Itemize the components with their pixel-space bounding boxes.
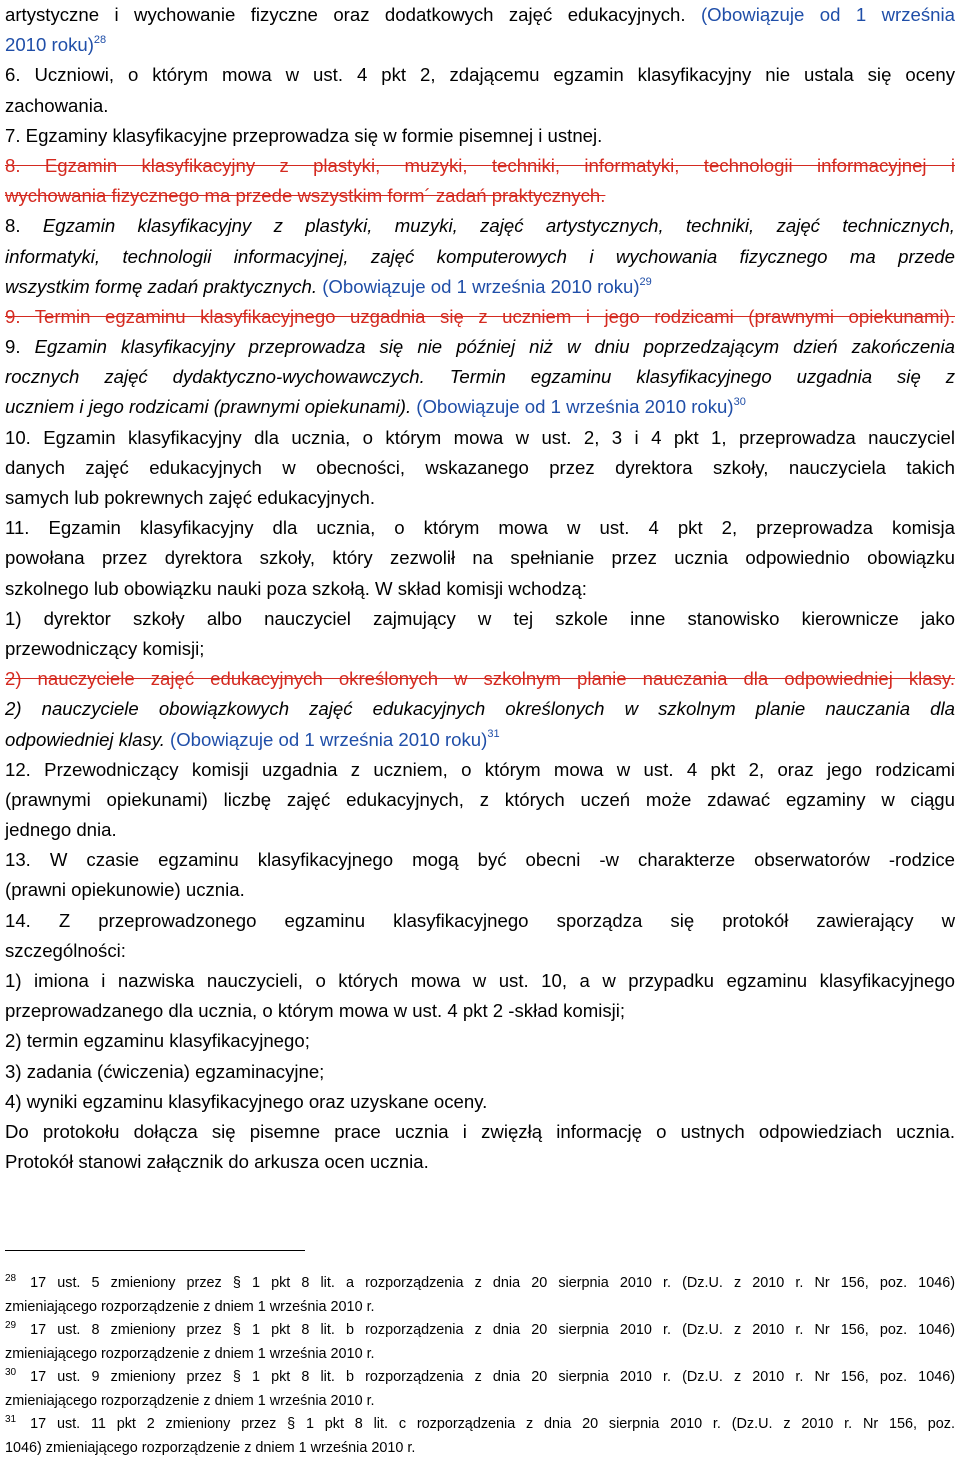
paragraph-text: samych lub pokrewnych zajęć edukacyjnych. — [5, 487, 375, 508]
paragraph-text: 4) wyniki egzaminu klasyfikacyjnego oraz uzyskane oceny. — [5, 1090, 488, 1112]
footnote-number: 29 — [5, 1320, 17, 1332]
paragraph-text: Protokół stanowi załącznik do arkusza ocen ucznia. — [5, 1151, 429, 1173]
effective-date-note: (Obowiązuje od 1 września — [700, 4, 955, 25]
paragraph-text: 13. W czasie egzaminu klasyfikacyjnego mogą być obecni -w charakterze obserwatorów -rodzice — [5, 849, 955, 871]
paragraph-text: szkolnego lub obowiązku nauki poza szkołą. W skład komisji wchodzą: — [5, 577, 587, 599]
paragraph-text: 8. — [5, 215, 43, 237]
amended-text: Egzamin klasyfikacyjny z plastyki, muzyki, zajęć artystycznych, techniki, zajęć technicznych, — [42, 215, 955, 237]
paragraph-text: (prawni opiekunowie) ucznia. — [5, 879, 245, 901]
paragraph-text: przewodniczący komisji; — [5, 637, 205, 659]
footnote-line — [5, 1343, 955, 1367]
footnote-ref[interactable]: 30 — [733, 396, 746, 409]
text-line — [5, 483, 955, 513]
text-line — [5, 664, 955, 694]
amended-text: informatyki, technologii informacyjnej, zajęć komputerowych i wychowania fizycznego ma przede — [5, 245, 955, 267]
text-line — [5, 634, 955, 664]
paragraph-text: 2) termin egzaminu klasyfikacyjnego; — [5, 1030, 310, 1052]
text-line — [5, 332, 955, 362]
text-line — [5, 0, 955, 30]
amended-text: wszystkim formę zadań praktycznych. — [5, 275, 323, 297]
footnote-number: 30 — [5, 1367, 17, 1379]
paragraph-text: 11. Egzamin klasyfikacyjny dla ucznia, o którym mowa w ust. 4 pkt 2, przeprowadza komisja — [5, 517, 955, 539]
footnote-text: zmieniającego rozporządzenie z dniem 1 września 2010 r. — [5, 1345, 375, 1362]
footnote-ref[interactable]: 31 — [487, 728, 500, 741]
document-body — [5, 0, 955, 1177]
text-line — [5, 302, 955, 332]
text-line — [5, 906, 955, 936]
text-line — [5, 242, 955, 272]
text-line — [5, 181, 955, 211]
paragraph-text: powołana przez dyrektora szkoły, który zezwolił na spełnianie przez ucznia odpowiednio obowiązku — [5, 547, 955, 569]
paragraph-text: szczególności: — [5, 939, 126, 961]
effective-date-note: 2010 roku) — [5, 34, 94, 56]
paragraph-text: 1) dyrektor szkoły albo nauczyciel zajmujący w tej szkole inne stanowisko kierownicze jako — [5, 607, 955, 629]
text-line — [5, 1026, 955, 1056]
text-line — [5, 453, 955, 483]
text-line — [5, 785, 955, 815]
paragraph-text: jednego dnia. — [5, 819, 117, 841]
text-line — [5, 1087, 955, 1117]
text-line — [5, 815, 955, 845]
amended-text: 2) nauczyciele obowiązkowych zajęć edukacyjnych określonych w szkolnym planie nauczania dla — [5, 698, 955, 720]
text-line — [5, 543, 955, 573]
text-line — [5, 211, 955, 241]
footnote-ref[interactable]: 29 — [639, 275, 652, 288]
footnote-text: 17 ust. 11 pkt 2 zmieniony przez § 1 pkt 8 lit. c rozporządzenia z dnia 20 sierpnia 2010 r. (Dz.U. z 2010 r. Nr 156, poz. — [30, 1416, 955, 1432]
text-line — [5, 30, 955, 60]
text-line — [5, 513, 955, 543]
footnote-line — [5, 1390, 955, 1414]
text-line — [5, 423, 955, 453]
effective-date-note: (Obowiązuje od 1 września 2010 roku) — [416, 396, 734, 418]
footnote-text: 17 ust. 8 zmieniony przez § 1 pkt 8 lit. b rozporządzenia z dnia 20 sierpnia 2010 r. (Dz.U. z 2010 r. Nr 156, poz. 1046) — [30, 1322, 955, 1338]
paragraph-text: 3) zadania (ćwiczenia) egzaminacyjne; — [5, 1060, 325, 1082]
paragraph-text: 7. Egzaminy klasyfikacyjne przeprowadza się w formie pisemnej i ustnej. — [5, 124, 603, 146]
text-line — [5, 574, 955, 604]
text-line — [5, 694, 955, 724]
repealed-text: 8. Egzamin klasyfikacyjny z plastyki, muzyki, techniki, informatyki, technologii informacyjnej i — [5, 154, 955, 176]
amended-text: rocznych zajęć dydaktyczno-wychowawczych. Termin egzaminu klasyfikacyjnego uzgadnia się z — [5, 366, 955, 388]
text-line — [5, 1057, 955, 1087]
paragraph-text: Do protokołu dołącza się pisemne prace ucznia i zwięzłą informację o ustnych odpowiedziach ucznia. — [5, 1120, 955, 1142]
text-line — [5, 966, 955, 996]
text-line — [5, 996, 955, 1026]
footnotes-section — [5, 1250, 955, 1460]
paragraph-text: 9. — [5, 336, 35, 358]
paragraph-text: przeprowadzanego dla ucznia, o którym mowa w ust. 4 pkt 2 -skład komisji; — [5, 1000, 626, 1022]
footnote-list — [5, 1272, 955, 1460]
paragraph-text: 10. Egzamin klasyfikacyjny dla ucznia, o którym mowa w ust. 2, 3 i 4 pkt 1, przeprowadza nauczyciel — [5, 426, 955, 448]
footnote-text: 17 ust. 5 zmieniony przez § 1 pkt 8 lit. a rozporządzenia z dnia 20 sierpnia 2010 r. (Dz.U. z 2010 r. Nr 156, poz. 1046) — [30, 1275, 955, 1291]
footnote-line — [5, 1437, 955, 1461]
footnote-text: zmieniającego rozporządzenie z dniem 1 września 2010 r. — [5, 1392, 375, 1409]
footnote-text: zmieniającego rozporządzenie z dniem 1 września 2010 r. — [5, 1298, 375, 1315]
paragraph-text: 6. Uczniowi, o którym mowa w ust. 4 pkt 2, zdającemu egzamin klasyfikacyjny nie ustala się oceny — [5, 64, 955, 86]
footnote-separator — [5, 1250, 305, 1252]
footnote-text: 1046) zmieniającego rozporządzenie z dniem 1 września 2010 r. — [5, 1439, 416, 1456]
text-line — [5, 272, 955, 302]
repealed-text: wychowania fizycznego ma przede wszystkim form´ zadań praktycznych. — [5, 185, 606, 207]
footnote-text: 17 ust. 9 zmieniony przez § 1 pkt 8 lit. b rozporządzenia z dnia 20 sierpnia 2010 r. (Dz.U. z 2010 r. Nr 156, poz. 1046) — [30, 1369, 955, 1385]
paragraph-text: artystyczne i wychowanie fizyczne oraz dodatkowych zajęć edukacyjnych. — [5, 4, 701, 25]
text-line — [5, 1117, 955, 1147]
text-line — [5, 392, 955, 422]
footnote-ref[interactable]: 28 — [93, 34, 107, 46]
footnote-number: 28 — [5, 1273, 17, 1285]
text-line — [5, 755, 955, 785]
paragraph-text: 12. Przewodniczący komisji uzgadnia z uczniem, o którym mowa w ust. 4 pkt 2, oraz jego rodzicami — [5, 758, 955, 780]
text-line — [5, 362, 955, 392]
paragraph-text: danych zajęć edukacyjnych w obecności, wskazanego przez dyrektora szkoły, nauczyciela takich — [5, 456, 955, 478]
paragraph-text: 1) imiona i nazwiska nauczycieli, o których mowa w ust. 10, a w przypadku egzaminu klasyfikacyjnego — [5, 970, 955, 991]
text-line — [5, 604, 955, 634]
text-line — [5, 1147, 955, 1177]
footnote-line — [5, 1296, 955, 1320]
paragraph-text: (prawnymi opiekunami) liczbę zajęć edukacyjnych, z których uczeń może zdawać egzaminy w ciągu — [5, 788, 955, 810]
footnote-line — [5, 1319, 955, 1343]
text-line — [5, 845, 955, 875]
footnote-line — [5, 1413, 955, 1437]
text-line — [5, 936, 955, 966]
footnote-number: 31 — [5, 1414, 17, 1426]
text-line — [5, 725, 955, 755]
text-line — [5, 875, 955, 905]
repealed-text: 9. Termin egzaminu klasyfikacyjnego uzgadnia się z uczniem i jego rodzicami (prawnymi opiekunami). — [5, 305, 955, 327]
text-line — [5, 91, 955, 121]
effective-date-note: (Obowiązuje od 1 września 2010 roku) — [170, 728, 488, 750]
repealed-text: 2) nauczyciele zajęć edukacyjnych określonych w szkolnym planie nauczania dla odpowiedniej klasy. — [5, 668, 955, 690]
effective-date-note: (Obowiązuje od 1 września 2010 roku) — [322, 275, 640, 297]
paragraph-text: 14. Z przeprowadzonego egzaminu klasyfikacyjnego sporządza się protokół zawierający w — [5, 909, 955, 931]
paragraph-text: zachowania. — [5, 94, 109, 116]
footnote-line — [5, 1366, 955, 1390]
text-line — [5, 151, 955, 181]
text-line — [5, 121, 955, 151]
text-line — [5, 60, 955, 90]
footnote-line — [5, 1272, 955, 1296]
amended-text: uczniem i jego rodzicami (prawnymi opiekunami). — [5, 396, 417, 418]
amended-text: Egzamin klasyfikacyjny przeprowadza się nie później niż w dniu poprzedzającym dzień zakończenia — [34, 336, 955, 358]
amended-text: odpowiedniej klasy. — [5, 728, 171, 750]
